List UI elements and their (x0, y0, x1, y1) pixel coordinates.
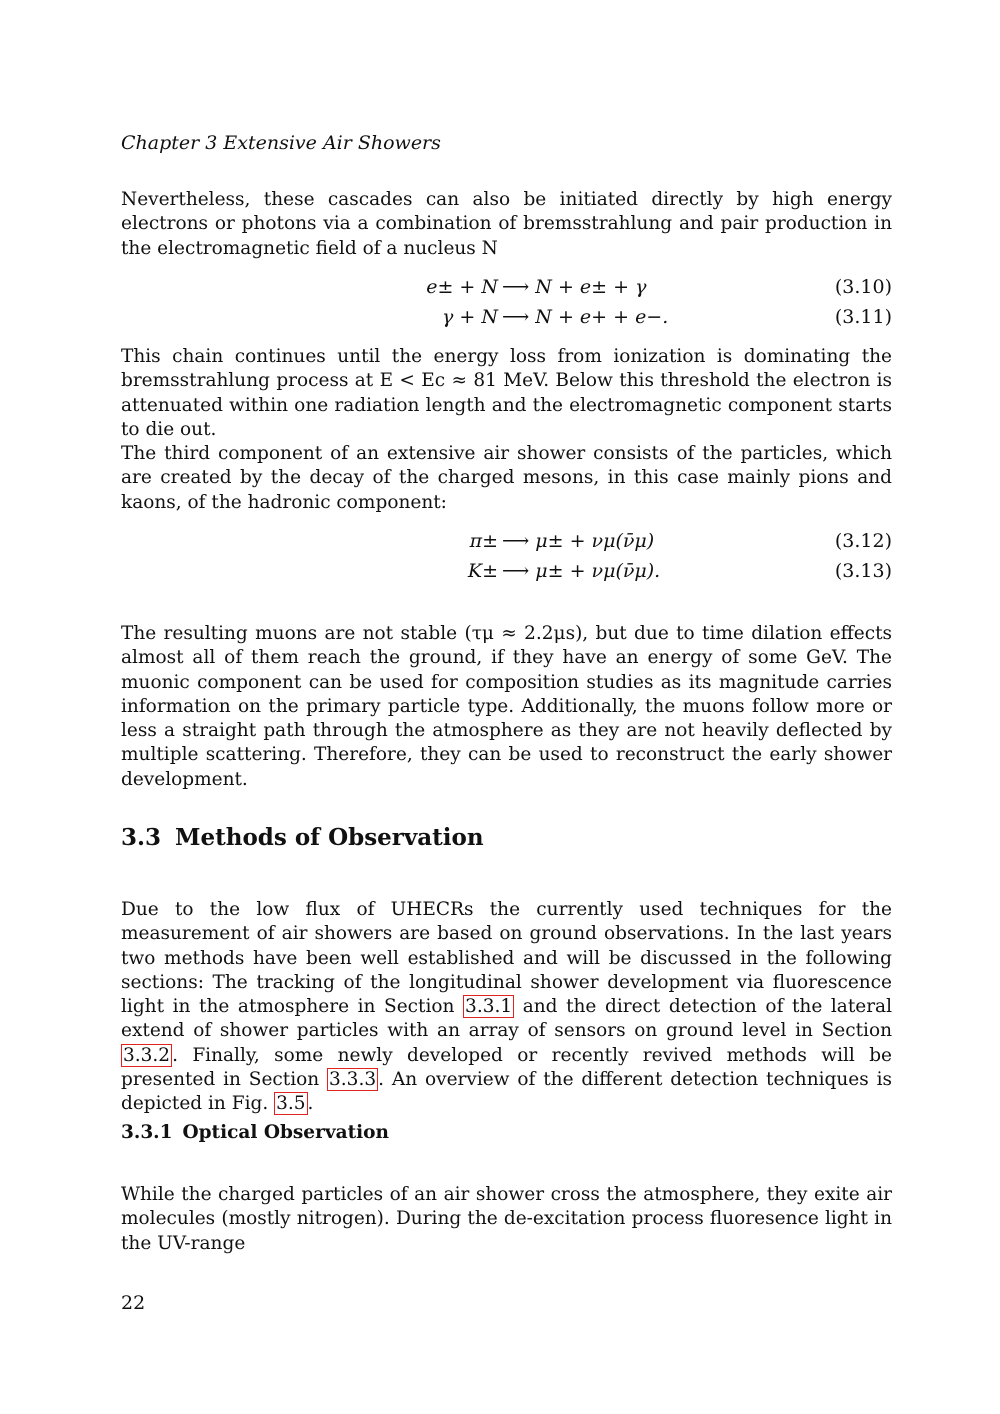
equation-lhs: e± + N (426, 276, 498, 298)
paragraph-text: and the direct detection of the lateral extend of shower particles with an array of sensors on ground level in Section (121, 996, 893, 1042)
subsection-title: Optical Observation (182, 1122, 389, 1143)
section-title: Methods of Observation (175, 824, 484, 851)
section-number: 3.3 (121, 824, 162, 851)
paragraph-muons: The resulting muons are not stable (τμ ≈ 2.2μs), but due to time dilation effects almost all of them reach the ground, if they have an energy of some GeV. The muonic component can be used for composition studies as its magnitude carries information on the primary particle type. Additionally, the muons follow more or less a straight path through the atmosphere as they are not heavily deflected by multiple scattering. Therefore, they can be used to reconstruct the early shower development. (121, 623, 892, 790)
equation-lhs: γ + N (442, 306, 498, 328)
paragraph-cascade-intro: Nevertheless, these cascades can also be initiated directly by high energy electrons or photons via a combination of bremsstrahlung and pair production in the electromagnetic field of a nucleus N (121, 189, 892, 259)
paragraph-text: Due to the low flux of UHECRs the currently used techniques for the measurement of air showers are based on ground observations. In the last years two methods have been well established and will be discussed in the following sections: The tracking of the longitudinal shower development via fluorescence light in the atmosphere in Section (121, 899, 892, 1018)
equation-rhs: ⟶ N + e± + γ (502, 276, 647, 298)
equation-rhs: ⟶ μ± + νμ(ν̄μ). (502, 560, 661, 582)
figure-link-3-5[interactable]: 3.5 (276, 1093, 306, 1115)
equation-3-11 (121, 306, 892, 332)
equation-lhs: K± (467, 560, 498, 582)
paragraph-chain-continues: This chain continues until the energy loss from ionization is dominating the bremsstrahlung process at E < Ec ≈ 81 MeV. Below this threshold the electron is attenuated within one radiation length and the electromagnetic component starts to die out. (121, 346, 892, 440)
paragraph-text: . Finally, some newly developed or recently revived methods will be presented in Section (121, 1044, 892, 1091)
equation-rhs: ⟶ μ± + νμ(ν̄μ) (502, 530, 655, 552)
paragraph-optical-observation: While the charged particles of an air shower cross the atmosphere, they exite air molecules (mostly nitrogen). During the de-excitation process fluoresence light in the UV-range (121, 1184, 892, 1254)
equation-number: (3.13) (834, 560, 892, 582)
running-head: Chapter 3 Extensive Air Showers (121, 132, 441, 154)
equation-lhs: π± (469, 530, 498, 552)
equation-3-13 (121, 560, 892, 586)
equation-number: (3.10) (834, 276, 892, 298)
subsection-heading (121, 1122, 389, 1143)
paragraph-text: . An overview of the different detection techniques is depicted in Fig. (121, 1069, 893, 1115)
section-link-3-3-3[interactable]: 3.3.3 (329, 1069, 377, 1091)
equation-number: (3.11) (834, 306, 892, 328)
section-heading (121, 824, 484, 851)
equation-3-10 (121, 276, 892, 302)
subsection-number: 3.3.1 (121, 1122, 173, 1143)
equation-3-12 (121, 530, 892, 556)
paragraph-third-component: The third component of an extensive air shower consists of the particles, which are created by the decay of the charged mesons, in this case mainly pions and kaons, of the hadronic component: (121, 443, 892, 513)
section-link-3-3-1[interactable]: 3.3.1 (465, 996, 513, 1018)
section-link-3-3-2[interactable]: 3.3.2 (123, 1044, 171, 1066)
page-number: 22 (121, 1292, 146, 1314)
paragraph-methods-overview (121, 898, 892, 1117)
equation-number: (3.12) (834, 530, 892, 552)
equation-rhs: ⟶ N + e+ + e−. (502, 306, 669, 328)
paragraph-text: . (307, 1093, 314, 1115)
